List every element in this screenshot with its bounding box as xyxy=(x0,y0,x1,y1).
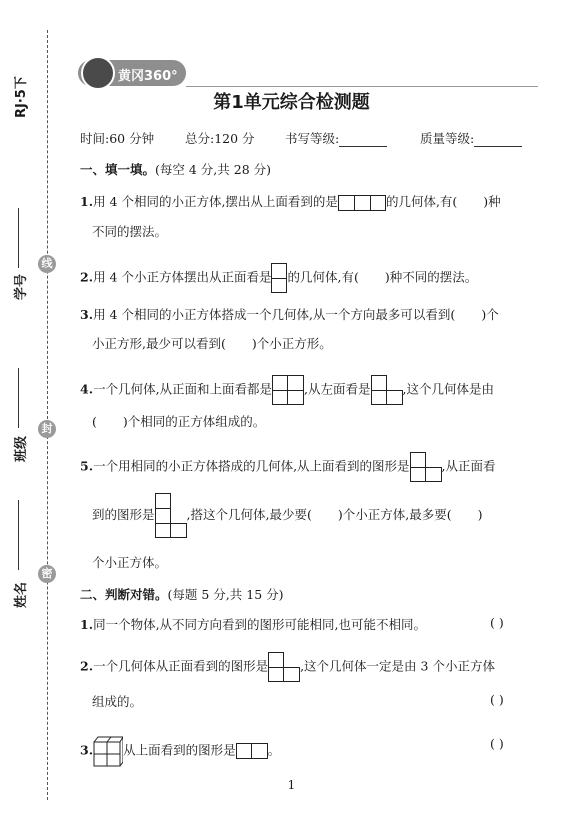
s1-q3-line1 xyxy=(80,305,499,323)
s1-q2-text-c: )种不同的摆法。 xyxy=(384,269,478,285)
three-in-row-figure xyxy=(338,195,386,211)
info-quality xyxy=(420,129,522,147)
page-title: 第1单元综合检测题 xyxy=(213,92,370,113)
s1-q5-text-g: 个小正方体。 xyxy=(92,555,168,570)
s1-q5-line1 xyxy=(80,452,496,482)
s1-q3-line2 xyxy=(92,334,332,352)
seal-xian: 线 xyxy=(38,255,56,273)
s2-q2-text-b: ,这个几何体一定是由 3 个小正方体 xyxy=(300,658,495,674)
stacked-cubes-icon xyxy=(93,734,123,768)
info-total: 总分:120 分 xyxy=(185,131,255,146)
s1-q2-line xyxy=(80,263,477,293)
s1-q4-text-e: )个相同的正方体组成的。 xyxy=(122,414,266,429)
brand-badge xyxy=(78,60,186,86)
s1-q4-line1 xyxy=(80,375,494,405)
s1-q3-text-c: 小正方形,最少可以看到( xyxy=(92,336,226,351)
s1-q4-line2 xyxy=(92,412,265,430)
s1-q1-text-a: 用 4 个相同的小正方体,摆出从上面看到的是 xyxy=(93,194,338,209)
section2-heading xyxy=(80,585,284,603)
s1-q5-number: 5. xyxy=(80,458,94,474)
writing-blank[interactable] xyxy=(339,134,387,147)
xuehao-label: 学号 xyxy=(14,273,29,300)
series-code: RJ·5下 xyxy=(14,76,29,118)
s1-q5-text-b: ,从正面看 xyxy=(441,458,496,474)
s1-q4-text-b: ,从左面看是 xyxy=(304,381,371,397)
s2-q2-line1 xyxy=(80,652,495,682)
s1-q4-number: 4. xyxy=(80,381,94,397)
s1-q5-text-a: 一个用相同的小正方体搭成的几何体,从上面看到的图形是 xyxy=(93,458,410,474)
s2-q1-text: 同一个物体,从不同方向看到的图形可能相同,也可能不相同。 xyxy=(93,617,427,632)
banji-blank xyxy=(18,368,19,428)
s1-q2-text-b: 的几何体,有( xyxy=(287,269,359,285)
s2-q2-number: 2. xyxy=(80,658,94,674)
page-number: 1 xyxy=(287,778,296,792)
top-view-l-figure xyxy=(410,452,442,482)
s1-q5-text-d: ,搭这个几何体,最少要( xyxy=(186,507,312,522)
s1-q3-number: 3. xyxy=(80,307,94,322)
two-stacked-figure xyxy=(271,263,287,293)
s1-q4-text-a: 一个几何体,从正面和上面看都是 xyxy=(93,381,273,397)
mascot-logo-icon xyxy=(81,56,115,90)
s1-q3-text-a: 用 4 个相同的小正方体搭成一个几何体,从一个方向最多可以看到( xyxy=(93,307,456,322)
s2-q1-line xyxy=(80,615,426,633)
front-view-tower-figure xyxy=(155,493,187,538)
s2-q2-text-a: 一个几何体从正面看到的图形是 xyxy=(93,658,269,674)
s1-q1-text-d: 不同的摆法。 xyxy=(92,224,168,239)
s1-q4-text-c: ,这个几何体是由 xyxy=(402,381,495,397)
s2-q1-judge-blank[interactable]: ( ) xyxy=(490,615,504,630)
s1-q3-text-b: )个 xyxy=(481,307,499,322)
writing-label: 书写等级: xyxy=(285,131,340,146)
section1-heading xyxy=(80,160,271,178)
s2-q3-text-b: 。 xyxy=(267,742,281,758)
two-by-two-figure xyxy=(272,375,304,405)
info-writing xyxy=(285,129,387,147)
xingming-label: 姓名 xyxy=(14,581,29,608)
s1-q4-text-d: ( xyxy=(92,414,97,429)
s2-q3-number: 3. xyxy=(80,742,94,758)
s2-q1-number: 1. xyxy=(80,617,94,632)
cube-solid-figure xyxy=(93,734,123,768)
s2-q3-line xyxy=(80,734,280,768)
two-in-row-figure xyxy=(236,743,268,759)
s1-q3-text-d: )个小正方形。 xyxy=(251,336,332,351)
s1-q1-text-b: 的几何体,有( xyxy=(385,194,458,209)
s1-q1-number: 1. xyxy=(80,194,94,209)
s1-q5-text-f: ) xyxy=(477,507,483,522)
xingming-blank xyxy=(18,500,19,570)
brand-badge-text: 黄冈360° xyxy=(118,69,178,84)
quality-label: 质量等级: xyxy=(420,131,475,146)
seal-mi: 密 xyxy=(38,565,56,583)
section1-title: 一、填一填。 xyxy=(80,162,156,177)
front-view-l-figure xyxy=(268,652,300,682)
s2-q2-judge-blank[interactable]: ( ) xyxy=(490,692,504,707)
quality-blank[interactable] xyxy=(474,134,522,147)
section2-note: (每题 5 分,共 15 分) xyxy=(167,587,284,602)
s1-q2-number: 2. xyxy=(80,269,94,285)
s1-q5-text-e: )个小正方体,最多要( xyxy=(337,507,452,522)
seal-feng: 封 xyxy=(38,420,56,438)
s1-q1-line1 xyxy=(80,192,501,211)
header-rule xyxy=(186,86,538,87)
l-shape-figure xyxy=(371,375,403,405)
info-time: 时间:60 分钟 xyxy=(80,131,155,146)
s2-q3-judge-blank[interactable]: ( ) xyxy=(490,736,504,751)
xuehao-blank xyxy=(18,208,19,268)
s2-q2-text-c: 组成的。 xyxy=(92,694,143,709)
s1-q2-text-a: 用 4 个小正方体摆出从正面看是 xyxy=(93,269,272,285)
s1-q5-text-c: 到的图形是 xyxy=(92,507,155,522)
s1-q5-line2 xyxy=(92,493,482,538)
s1-q1-text-c: )种 xyxy=(483,194,501,209)
s2-q3-text-a: 从上面看到的图形是 xyxy=(123,742,236,758)
binding-dashed-line xyxy=(47,30,48,800)
section1-note: (每空 4 分,共 28 分) xyxy=(155,162,271,177)
section2-title: 二、判断对错。 xyxy=(80,587,168,602)
banji-label: 班级 xyxy=(14,435,29,462)
